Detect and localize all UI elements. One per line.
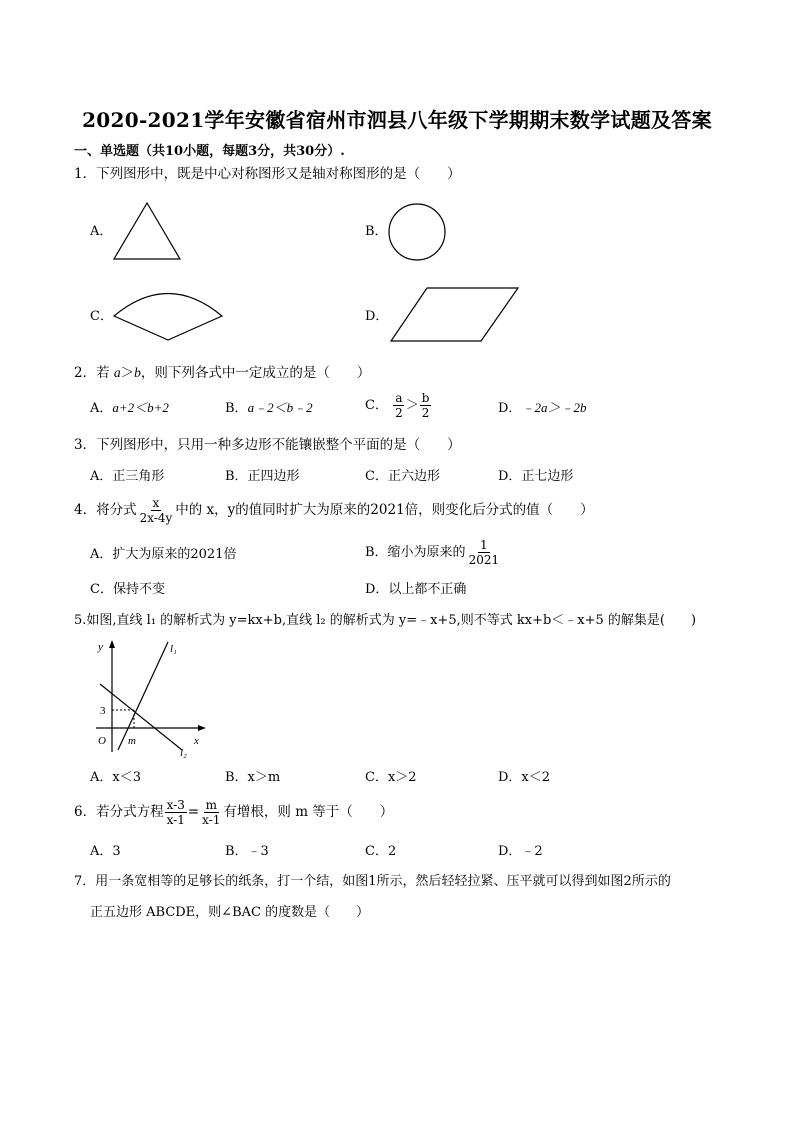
q6-option-a: A．3 xyxy=(90,844,121,859)
q1-option-b-label: B． xyxy=(365,224,388,239)
q6-option-c: C．2 xyxy=(365,844,397,859)
q3-option-a: A．正三角形 xyxy=(90,469,165,484)
q4-option-d: D．以上都不正确 xyxy=(365,582,467,597)
question-2-stem: 2．若 a＞b，则下列各式中一定成立的是（ ） xyxy=(74,365,371,381)
question-3-stem: 3．下列图形中，只用一种多边形不能镶嵌整个平面的是（ ） xyxy=(74,437,461,453)
q2-option-d: D．﹣2a＞﹣2b xyxy=(498,400,587,416)
question-5-stem: 5.如图,直线 l₁ 的解析式为 y=kx+b,直线 l₂ 的解析式为 y=﹣x+5,则不等式 kx+b＜﹣x+5 的解集是( ) xyxy=(74,613,697,628)
q2-option-a: A．a+2＜b+2 xyxy=(90,400,169,416)
q3-option-d: D．正七边形 xyxy=(498,469,574,484)
question-7-line-2: 正五边形 ABCDE，则∠BAC 的度数是（ ） xyxy=(90,905,370,920)
q3-option-c: C．正六边形 xyxy=(365,469,440,484)
q2-option-b: B．a﹣2＜b﹣2 xyxy=(225,400,313,416)
q4-option-a: A．扩大为原来的2021倍 xyxy=(90,547,237,562)
question-7-line-1: 7．用一条宽相等的足够长的纸条，打一个结，如图1所示，然后轻轻拉紧、压平就可以得到如图2所示的 xyxy=(74,874,671,889)
question-1-stem: 1．下列图形中，既是中心对称图形又是轴对称图形的是（ ） xyxy=(74,166,461,182)
q5-option-a: A．x＜3 xyxy=(90,770,141,785)
q2-option-c: C． $\frac{a}{2}$ ＞ $\frac{b}{2}$ xyxy=(365,391,430,420)
m-label: m xyxy=(128,735,136,747)
q1-option-d-label: D． xyxy=(365,309,389,324)
q5-option-c: C．x＞2 xyxy=(365,770,417,785)
q4-option-c: C．保持不变 xyxy=(90,582,165,597)
q6-option-d: D．﹣2 xyxy=(498,844,543,859)
q6-option-b: B．﹣3 xyxy=(225,844,269,859)
y-axis-label: y xyxy=(98,641,103,653)
sector-figure xyxy=(112,286,224,342)
q1-option-a-label: A． xyxy=(90,224,113,239)
circle-figure xyxy=(388,203,448,261)
l1-label: l₁ xyxy=(170,643,177,655)
question-6-stem: 6．若分式方程 $\frac{x-3}{x-1}$ = $\frac{m}{x-1}$ 有增根，则 m 等于（ ） xyxy=(74,798,394,827)
page-title: 2020-2021学年安徽省宿州市泗县八年级下学期期末数学试题及答案 xyxy=(82,108,712,132)
q1-option-c-label: C． xyxy=(90,309,113,324)
triangle-figure xyxy=(112,202,182,260)
origin-label: O xyxy=(98,735,106,747)
q3-option-b: B．正四边形 xyxy=(225,469,300,484)
section-heading: 一、单选题（共10小题，每题3分，共30分）. xyxy=(74,144,345,159)
q5-option-b: B．x＞m xyxy=(225,770,281,785)
q4-option-b: B．缩小为原来的 $\frac{1}{2021}$ xyxy=(365,538,500,567)
tick-label-3: 3 xyxy=(100,705,106,717)
q5-option-d: D．x＜2 xyxy=(498,770,551,785)
linear-graph-figure xyxy=(88,636,218,764)
question-4-stem: 4．将分式 $\frac{x}{2x-4y}$ 中的 x，y的值同时扩大为原来的2021倍，则变化后分式的值（ ） xyxy=(74,496,594,525)
l2-label: l₂ xyxy=(180,747,187,759)
x-axis-label: x xyxy=(194,735,199,747)
parallelogram-figure xyxy=(390,287,520,343)
